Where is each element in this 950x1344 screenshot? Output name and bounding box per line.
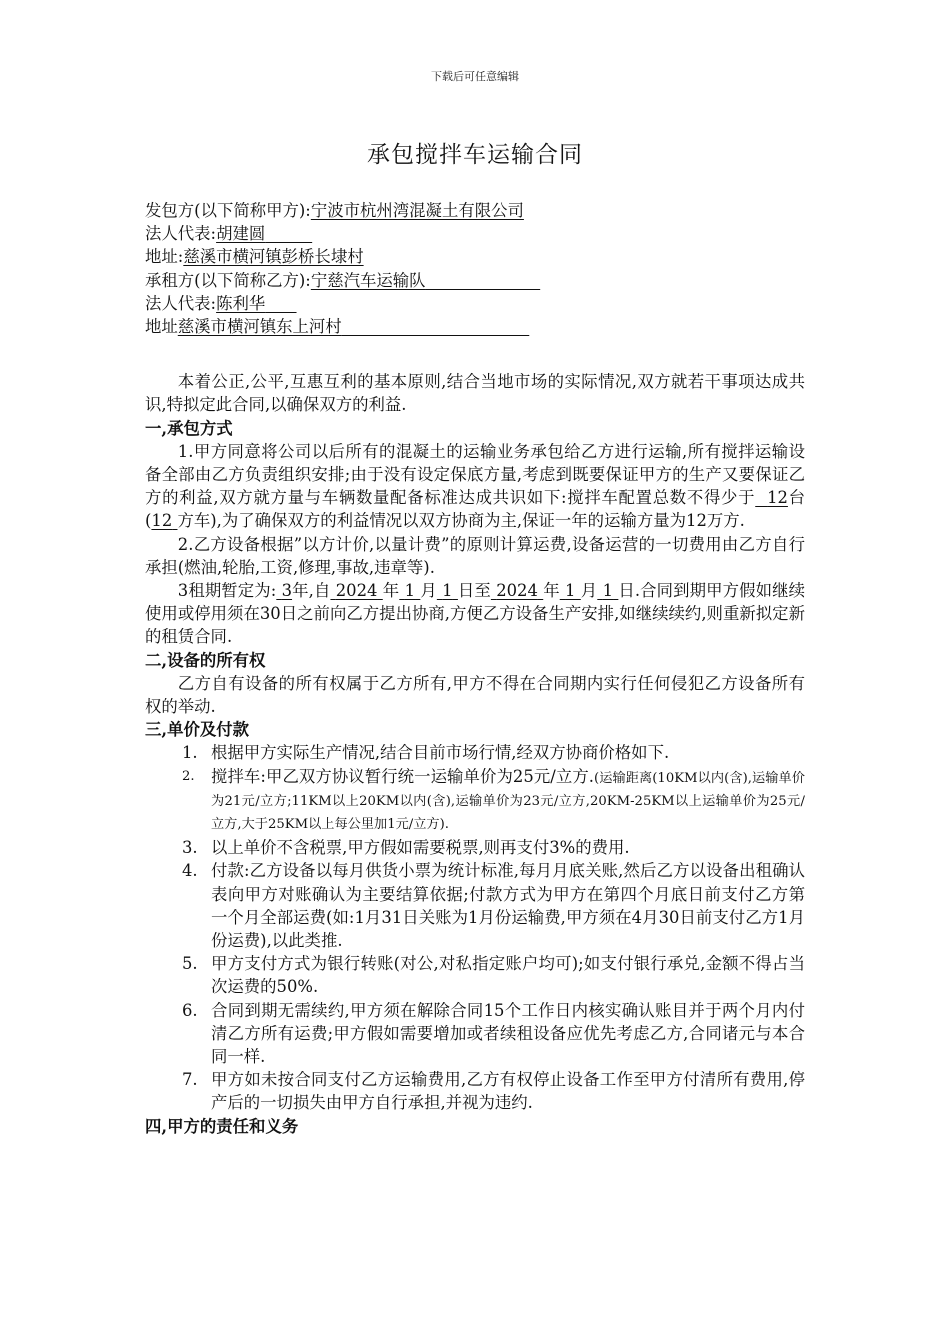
party-a-address-label: 地址: (145, 247, 184, 267)
party-b-label: 承租方(以下简称乙方): (145, 270, 311, 290)
section4-heading: 四,甲方的责任和义务 (145, 1116, 299, 1136)
party-a-address-value: 慈溪市横河镇彭桥长埭村 (183, 247, 364, 267)
party-a-address-line (145, 245, 805, 268)
section1-clause1: 1.甲方同意将公司以后所有的混凝土的运输业务承包给乙方进行运输,所有搅拌运输设备全部由乙方负责组织安排;由于没有设定保底方量,考虑到既要保证甲方的生产又要保证乙方的利益,双方就方量与车辆数量配备标准达成共识如下:搅拌车配置总数不得少于 12台(12 方车),为了确保双方的利益情况以双方协商为主,保证一年的运输方量为12万方. (145, 441, 806, 531)
document-body (145, 199, 805, 1138)
party-b-rep-line (145, 292, 805, 315)
party-b-rep-value: 陈利华 (216, 293, 266, 313)
intro-paragraph: 本着公正,公平,互惠互利的基本原则,结合当地市场的实际情况,双方就若干事项达成共识,特拟定此合同,以确保双方的利益. (145, 372, 805, 415)
party-a-label: 发包方(以下简称甲方): (145, 201, 311, 220)
header-note: 下载后可任意编辑 (431, 70, 519, 83)
party-b-address-label: 地址 (145, 316, 178, 336)
party-b-line (145, 269, 805, 292)
list-item: 2. 搅拌车:甲乙双方协议暂行统一运输单价为25元/立方.(运输距离(10KM以内(含),运输单价为21元/立方;11KM以上20KM以内(含),运输单价为23元/立方,20KM-25KM以上运输单价为25元/立方,大于25KM以上每公里加1元/立方). (182, 766, 805, 832)
section1-clause2: 2.乙方设备根据”以方计价,以量计费”的原则计算运费,设备运营的一切费用由乙方自行承担(燃油,轮胎,工资,修理,事故,违章等). (145, 534, 805, 577)
party-b-address-value: 慈溪市横河镇东上河村 (177, 316, 342, 336)
party-a-line (145, 199, 805, 222)
party-a-rep-line (145, 222, 805, 245)
section2-heading: 二,设备的所有权 (145, 650, 266, 670)
list-item: 3. 以上单价不含税票,甲方假如需要税票,则再支付3%的费用. (182, 838, 630, 858)
list-item: 1. 根据甲方实际生产情况,结合目前市场行情,经双方协商价格如下. (182, 743, 670, 763)
section3-heading: 三,单价及付款 (145, 720, 250, 740)
party-b-value: 宁慈汽车运输队 (310, 270, 426, 290)
party-b-rep-label: 法人代表: (145, 293, 217, 313)
section1-heading: 一,承包方式 (145, 418, 233, 438)
list-item: 6. 合同到期无需续约,甲方须在解除合同15个工作日内核实确认账目并于两个月内付清乙方所有运费;甲方假如需要增加或者续租设备应优先考虑乙方,合同诸元与本合同一样. (182, 1000, 805, 1067)
party-a-rep-value: 胡建圆 (216, 224, 266, 244)
list-item: 7. 甲方如未按合同支付乙方运输费用,乙方有权停止设备工作至甲方付清所有费用,停产后的一切损失由甲方自行承担,并视为违约. (182, 1070, 805, 1113)
party-a-value: 宁波市杭州湾混凝土有限公司 (310, 201, 524, 220)
section3-list (145, 741, 805, 1114)
list-item: 4. 付款:乙方设备以每月供货小票为统计标准,每月月底关账,然后乙方以设备出租确认表向甲方对账确认为主要结算依据;付款方式为甲方在第四个月底日前支付乙方第一个月全部运费(如:1月31日关账为1月份运输费,甲方须在4月30日前支付乙方1月份运费),以此类推. (182, 861, 805, 950)
party-a-rep-label: 法人代表: (145, 224, 217, 244)
party-b-address-line (145, 315, 805, 338)
section1-clause3: 3租期暂定为: 3年,自 2024 年 1 月 1 日至 2024 年 1 月 1 日.合同到期甲方假如继续使用或停用须在30日之前向乙方提出协商,方便乙方设备生产安排,如继续续约,则重新拟定新的租赁合同. (145, 580, 805, 647)
list-item: 5. 甲方支付方式为银行转账(对公,对私指定账户均可);如支付银行承兑,金额不得占当次运费的50%. (182, 954, 805, 997)
document-title: 承包搅拌车运输合同 (367, 142, 583, 168)
section2-clause1: 乙方自有设备的所有权属于乙方所有,甲方不得在合同期内实行任何侵犯乙方设备所有权的举动. (145, 673, 805, 716)
